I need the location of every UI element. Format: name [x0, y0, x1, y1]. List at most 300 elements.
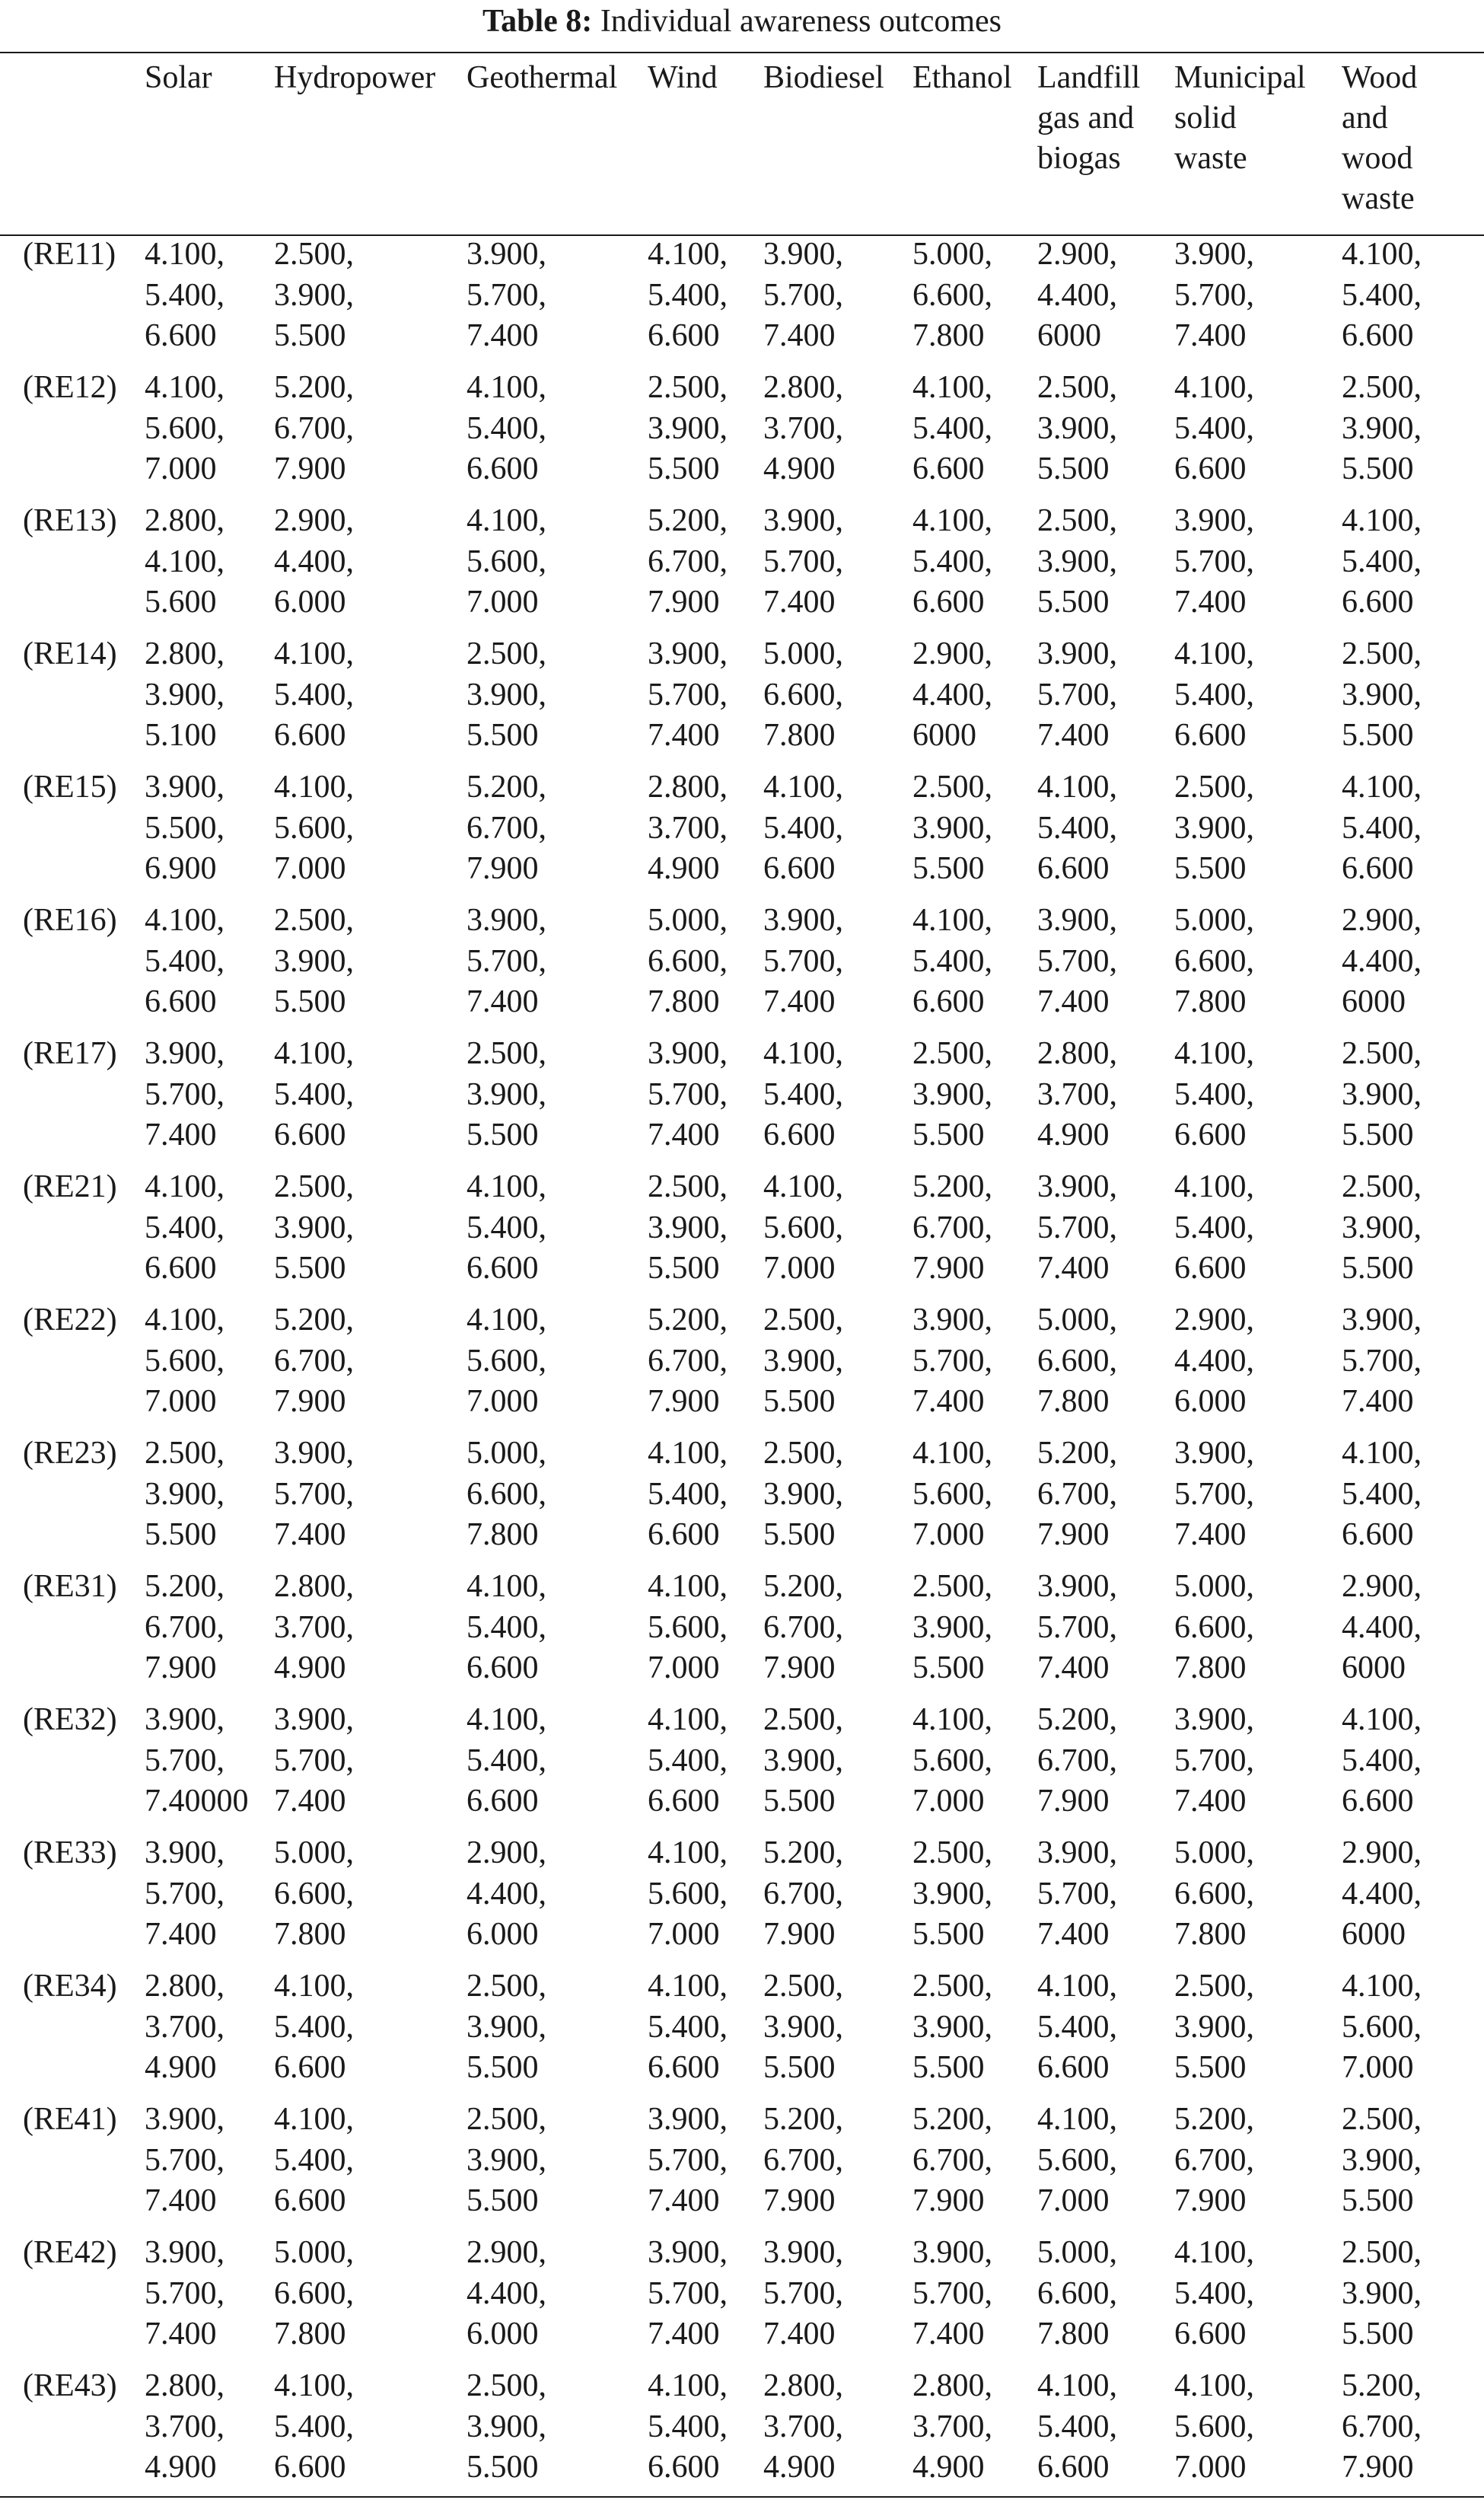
table-cell [1037, 1433, 1174, 1567]
cell-value: 5.700, [648, 1076, 728, 1112]
cell-value: 6.600 [1037, 2450, 1110, 2485]
cell-value: 6.600 [1174, 451, 1247, 486]
cell-value: 5.500 [467, 1118, 539, 1153]
cell-value: 7.900 [912, 1251, 985, 1286]
table-cell [763, 1966, 912, 2100]
cell-value: 3.900, [912, 2235, 992, 2270]
cell-value: 6.600 [274, 718, 346, 753]
cell-value: 2.500, [763, 1969, 843, 2004]
cell-value: 3.900, [1174, 237, 1254, 272]
cell-value: 5.500 [467, 2450, 539, 2485]
table-cell [467, 1966, 648, 2100]
column-header-line: solid [1174, 100, 1237, 136]
column-header-line: Wind [648, 60, 718, 95]
cell-value: 4.100, [145, 370, 225, 405]
table-cell [1174, 1966, 1342, 2100]
cell-value: 4.400, [274, 544, 354, 579]
cell-value: 5.200, [1342, 2368, 1422, 2403]
cell-value: 3.700, [145, 2409, 225, 2444]
table-cell [145, 1567, 274, 1700]
cell-value: 7.400 [274, 1517, 346, 1552]
cell-value: 3.900, [1037, 1569, 1117, 1604]
table-cell [1037, 1034, 1174, 1167]
cell-value: 4.900 [145, 2450, 217, 2485]
cell-value: 7.400 [1174, 585, 1247, 620]
table-cell [648, 1034, 763, 1167]
cell-value: 4.400, [1342, 1876, 1422, 1912]
table-caption-title: Individual awareness outcomes [600, 4, 1002, 39]
table-cell [763, 1833, 912, 1966]
cell-value: 3.900, [648, 2102, 728, 2137]
cell-value: 4.100, [763, 770, 843, 805]
table-cell [467, 1034, 648, 1167]
cell-value: 7.000 [648, 1650, 720, 1685]
cell-value: 5.000, [274, 1835, 354, 1870]
table-row [0, 1567, 1484, 1700]
cell-value: 5.700, [912, 1343, 992, 1379]
table-cell [1342, 2233, 1484, 2366]
cell-value: 7.000 [763, 1251, 836, 1286]
cell-value: 2.800, [145, 2368, 225, 2403]
cell-value: 4.100, [274, 770, 354, 805]
cell-value: 5.400, [648, 1476, 728, 1512]
table-row [0, 368, 1484, 501]
cell-value: 5.000, [1174, 1835, 1254, 1870]
cell-value: 7.400 [274, 1784, 346, 1819]
table-cell [763, 1433, 912, 1567]
table-cell [648, 901, 763, 1034]
cell-value: 5.700, [648, 2142, 728, 2178]
table-row [0, 1833, 1484, 1966]
cell-value: 7.000 [467, 1384, 539, 1419]
cell-value: 7.900 [648, 585, 720, 620]
table-cell [145, 767, 274, 901]
table-cell [763, 901, 912, 1034]
cell-value: 5.700, [145, 1743, 225, 1778]
table-row [0, 634, 1484, 767]
cell-value: 3.900, [1037, 544, 1117, 579]
table-cell [763, 1167, 912, 1300]
cell-value: 2.500, [467, 1036, 546, 1071]
awareness-table [0, 58, 1484, 2499]
table-cell [274, 1300, 467, 1433]
cell-value: 6.700, [467, 810, 546, 846]
cell-value: 2.500, [274, 1169, 354, 1204]
cell-value: 5.000, [763, 636, 843, 671]
cell-value: 4.100, [912, 1702, 992, 1737]
table-cell [763, 634, 912, 767]
cell-value: 6.700, [1037, 1476, 1117, 1512]
cell-value: 7.900 [274, 451, 346, 486]
column-header-line: Landfill [1037, 60, 1141, 95]
cell-value: 4.100, [274, 1969, 354, 2004]
cell-value: 7.400 [1037, 1917, 1110, 1952]
cell-value: 4.100, [467, 1303, 546, 1338]
cell-value: 3.900, [145, 1476, 225, 1512]
cell-value: 2.500, [1174, 770, 1254, 805]
cell-value: 2.800, [648, 770, 728, 805]
cell-value: 6.600, [274, 2275, 354, 2311]
cell-value: 3.900, [1174, 503, 1254, 538]
table-cell [912, 2366, 1037, 2499]
cell-value: 3.900, [467, 2142, 546, 2178]
cell-value: 3.900, [763, 503, 843, 538]
cell-value: 3.900, [763, 237, 843, 272]
table-cell [1037, 2366, 1174, 2499]
cell-value: 3.900, [1037, 410, 1117, 446]
cell-value: 3.700, [912, 2409, 992, 2444]
cell-value: 3.900, [648, 636, 728, 671]
table-cell [1174, 501, 1342, 634]
cell-value: 5.700, [912, 2275, 992, 2311]
cell-value: 7.400 [912, 2316, 985, 2352]
cell-value: 6.600, [1174, 1609, 1254, 1645]
cell-value: 5.700, [1174, 1476, 1254, 1512]
cell-value: 5.400, [274, 2142, 354, 2178]
cell-value: 7.400 [648, 1118, 720, 1153]
column-header [763, 58, 912, 234]
table-cell [763, 2100, 912, 2233]
cell-value: 7.900 [1174, 2183, 1247, 2218]
cell-value: 4.100, [1342, 503, 1422, 538]
table-cell [763, 1034, 912, 1167]
table-cell [648, 234, 763, 368]
cell-value: 7.400 [1174, 1784, 1247, 1819]
cell-value: 7.000 [145, 451, 217, 486]
table-cell [912, 2233, 1037, 2366]
cell-value: 6.000 [467, 2316, 539, 2352]
cell-value: 5.400, [763, 1076, 843, 1112]
cell-value: 4.100, [1342, 237, 1422, 272]
cell-value: 2.900, [912, 636, 992, 671]
cell-value: 2.500, [912, 1835, 992, 1870]
cell-value: 5.400, [1174, 2275, 1254, 2311]
cell-value: 7.900 [763, 1917, 836, 1952]
cell-value: 6.600, [763, 677, 843, 713]
cell-value: 6.600, [1174, 1876, 1254, 1912]
cell-value: 5.500 [145, 1517, 217, 1552]
cell-value: 6.600, [1037, 2275, 1117, 2311]
table-top-rule [0, 52, 1484, 53]
table-cell [912, 767, 1037, 901]
table-cell [1342, 1034, 1484, 1167]
table-cell [467, 767, 648, 901]
cell-value: 5.500 [274, 1251, 346, 1286]
table-cell [648, 1833, 763, 1966]
cell-value: 2.500, [1342, 1036, 1422, 1071]
cell-value: 4.900 [274, 1650, 346, 1685]
cell-value: 7.400 [145, 1118, 217, 1153]
cell-value: 3.900, [274, 1702, 354, 1737]
cell-value: 5.400, [648, 2009, 728, 2045]
cell-value: 5.500 [912, 851, 985, 886]
cell-value: 7.400 [912, 1384, 985, 1419]
table-cell [1342, 1833, 1484, 1966]
cell-value: 2.500, [1174, 1969, 1254, 2004]
cell-value: 7.000 [648, 1917, 720, 1952]
table-cell [1342, 1167, 1484, 1300]
cell-value: 2.800, [274, 1569, 354, 1604]
cell-value: 7.900 [912, 2183, 985, 2218]
table-cell [912, 1300, 1037, 1433]
cell-value: 2.500, [274, 237, 354, 272]
cell-value: 4.100, [1037, 770, 1117, 805]
cell-value: 5.400, [648, 2409, 728, 2444]
cell-value: 3.900, [1174, 810, 1254, 846]
cell-value: 6.700, [648, 1343, 728, 1379]
cell-value: 5.700, [763, 943, 843, 979]
table-cell [467, 234, 648, 368]
cell-value: 3.900, [1342, 410, 1422, 446]
cell-value: 7.000 [912, 1784, 985, 1819]
table-cell [912, 901, 1037, 1034]
cell-value: 4.100, [274, 1036, 354, 1071]
table-cell [763, 368, 912, 501]
cell-value: 5.400, [1174, 1210, 1254, 1245]
table-cell [912, 368, 1037, 501]
cell-value: 6.600 [648, 1517, 720, 1552]
cell-value: 6.600 [274, 2450, 346, 2485]
table-cell [467, 1300, 648, 1433]
cell-value: 2.500, [912, 770, 992, 805]
cell-value: 6.600 [648, 2450, 720, 2485]
cell-value: 5.400, [1174, 1076, 1254, 1112]
cell-value: 4.100, [145, 1303, 225, 1338]
cell-value: 5.700, [1037, 677, 1117, 713]
table-cell [1037, 1833, 1174, 1966]
table-cell [1037, 1300, 1174, 1433]
cell-value: 6.600 [467, 451, 539, 486]
table-cell [274, 1966, 467, 2100]
table-bottom-rule [0, 2496, 1484, 2498]
cell-value: 2.500, [648, 370, 728, 405]
table-cell [1174, 634, 1342, 767]
cell-value: 3.900, [467, 2009, 546, 2045]
table-cell [145, 2366, 274, 2499]
cell-value: 6.600, [1037, 1343, 1117, 1379]
cell-value: 4.100, [648, 1436, 728, 1471]
table-cell [648, 2100, 763, 2233]
cell-value: 5.000, [467, 1436, 546, 1471]
cell-value: 6.600 [1037, 851, 1110, 886]
cell-value: 5.400, [648, 277, 728, 313]
cell-value: 5.500 [1342, 451, 1414, 486]
cell-value: 7.900 [763, 2183, 836, 2218]
table-row [0, 234, 1484, 368]
cell-value: 2.500, [1037, 503, 1117, 538]
cell-value: 7.000 [145, 1384, 217, 1419]
cell-value: 5.700, [1037, 1876, 1117, 1912]
cell-value: 6.600, [274, 1876, 354, 1912]
column-header-line: waste [1174, 141, 1247, 176]
cell-value: 5.500 [274, 984, 346, 1019]
cell-value: 3.900, [145, 677, 225, 713]
cell-value: 5.500 [1342, 1251, 1414, 1286]
cell-value: 7.400 [1037, 718, 1110, 753]
table-cell [1037, 767, 1174, 901]
cell-value: 6.700, [145, 1609, 225, 1645]
table-cell [648, 1167, 763, 1300]
cell-value: 5.400, [274, 677, 354, 713]
column-header [1174, 58, 1342, 234]
cell-value: 5.400, [1342, 810, 1422, 846]
cell-value: 4.100, [1037, 2102, 1117, 2137]
cell-value: 4.100, [648, 1569, 728, 1604]
table-cell [1342, 2100, 1484, 2233]
cell-value: 3.900, [763, 1743, 843, 1778]
cell-value: 7.800 [467, 1517, 539, 1552]
cell-value: 5.500 [1174, 2050, 1247, 2085]
cell-value: 5.200, [1037, 1702, 1117, 1737]
cell-value: 6.700, [763, 1876, 843, 1912]
cell-value: 7.400 [1342, 1384, 1414, 1419]
cell-value: 2.900, [1342, 903, 1422, 938]
cell-value: 7.900 [1342, 2450, 1414, 2485]
cell-value: 2.800, [763, 370, 843, 405]
table-cell [145, 234, 274, 368]
cell-value: 3.900, [467, 677, 546, 713]
cell-value: 5.500 [274, 318, 346, 353]
cell-value: 3.900, [467, 903, 546, 938]
table-cell [467, 1833, 648, 1966]
cell-value: 5.500 [648, 1251, 720, 1286]
row-label: (RE11) [23, 237, 116, 272]
row-label: (RE31) [23, 1569, 117, 1604]
cell-value: 5.500 [763, 2050, 836, 2085]
table-body [0, 234, 1484, 2499]
table-cell [145, 1966, 274, 2100]
cell-value: 4.100, [467, 1569, 546, 1604]
table-cell [1342, 634, 1484, 767]
table-cell [274, 234, 467, 368]
cell-value: 4.100, [467, 1169, 546, 1204]
cell-value: 6.000 [1174, 1384, 1247, 1419]
cell-value: 4.100, [467, 503, 546, 538]
cell-value: 6000 [912, 718, 976, 753]
cell-value: 5.600, [145, 1343, 225, 1379]
cell-value: 7.900 [145, 1650, 217, 1685]
cell-value: 5.700, [1174, 277, 1254, 313]
cell-value: 5.400, [912, 410, 992, 446]
cell-value: 3.900, [1037, 1169, 1117, 1204]
cell-value: 2.800, [145, 1969, 225, 2004]
cell-value: 6.600 [1174, 1118, 1247, 1153]
cell-value: 7.000 [1174, 2450, 1247, 2485]
cell-value: 6.600 [274, 2050, 346, 2085]
cell-value: 2.500, [763, 1303, 843, 1338]
cell-value: 5.600, [1342, 2009, 1422, 2045]
cell-value: 2.500, [1342, 636, 1422, 671]
cell-value: 5.400, [274, 1076, 354, 1112]
table-cell [912, 1833, 1037, 1966]
cell-value: 7.400 [1174, 1517, 1247, 1552]
cell-value: 7.800 [648, 984, 720, 1019]
cell-value: 3.900, [763, 1476, 843, 1512]
cell-value: 6.600 [648, 2050, 720, 2085]
cell-value: 3.900, [274, 943, 354, 979]
cell-value: 3.900, [145, 1835, 225, 1870]
table-cell [467, 2100, 648, 2233]
cell-value: 6.600 [912, 984, 985, 1019]
cell-value: 3.900, [1037, 1835, 1117, 1870]
table-row [0, 2100, 1484, 2233]
cell-value: 4.100, [1174, 1036, 1254, 1071]
row-label: (RE23) [23, 1436, 117, 1471]
table-cell [1037, 634, 1174, 767]
cell-value: 5.600, [274, 810, 354, 846]
cell-value: 5.400, [648, 1743, 728, 1778]
cell-value: 6000 [1342, 984, 1406, 1019]
cell-value: 4.100, [1342, 1702, 1422, 1737]
table-cell [274, 767, 467, 901]
cell-value: 2.900, [467, 2235, 546, 2270]
cell-value: 5.400, [1342, 1476, 1422, 1512]
table-cell [763, 501, 912, 634]
cell-value: 7.400 [1037, 984, 1110, 1019]
cell-value: 2.900, [1174, 1303, 1254, 1338]
table-cell [145, 1034, 274, 1167]
table-cell [467, 368, 648, 501]
cell-value: 6.600, [648, 943, 728, 979]
cell-value: 6.600 [145, 984, 217, 1019]
cell-value: 2.800, [763, 2368, 843, 2403]
column-header-line: biogas [1037, 141, 1121, 176]
cell-value: 5.700, [145, 1076, 225, 1112]
cell-value: 3.900, [1174, 1436, 1254, 1471]
table-cell [763, 1567, 912, 1700]
table-cell [467, 901, 648, 1034]
cell-value: 3.900, [1342, 1076, 1422, 1112]
cell-value: 5.200, [763, 1569, 843, 1604]
cell-value: 6.600 [1037, 2050, 1110, 2085]
cell-value: 4.100, [274, 636, 354, 671]
cell-value: 7.400 [467, 984, 539, 1019]
table-row [0, 1700, 1484, 1833]
cell-value: 5.500 [763, 1517, 836, 1552]
cell-value: 2.500, [467, 636, 546, 671]
cell-value: 5.500, [145, 810, 225, 846]
cell-value: 5.400, [1037, 2009, 1117, 2045]
cell-value: 6.600 [1342, 1784, 1414, 1819]
column-header-line: and [1342, 100, 1388, 136]
table-cell [1342, 901, 1484, 1034]
table-cell [1174, 368, 1342, 501]
cell-value: 4.400, [1037, 277, 1117, 313]
table-cell [912, 634, 1037, 767]
cell-value: 7.400 [1174, 318, 1247, 353]
cell-value: 5.700, [145, 2142, 225, 2178]
cell-value: 3.900, [763, 903, 843, 938]
cell-value: 3.900, [912, 1609, 992, 1645]
cell-value: 6.600 [648, 1784, 720, 1819]
table-cell [145, 634, 274, 767]
cell-value: 7.400 [145, 2316, 217, 2352]
cell-value: 7.900 [1037, 1784, 1110, 1819]
cell-value: 4.100, [1174, 2235, 1254, 2270]
cell-value: 4.100, [1174, 370, 1254, 405]
cell-value: 5.700, [145, 2275, 225, 2311]
table-cell [467, 634, 648, 767]
cell-value: 5.000, [1174, 903, 1254, 938]
cell-value: 3.900, [1037, 636, 1117, 671]
cell-value: 3.900, [467, 237, 546, 272]
table-cell [912, 234, 1037, 368]
table-cell [467, 1567, 648, 1700]
table-cell [1174, 1300, 1342, 1433]
cell-value: 4.100, [648, 1702, 728, 1737]
cell-value: 6.600 [1174, 1251, 1247, 1286]
cell-value: 4.400, [467, 1876, 546, 1912]
